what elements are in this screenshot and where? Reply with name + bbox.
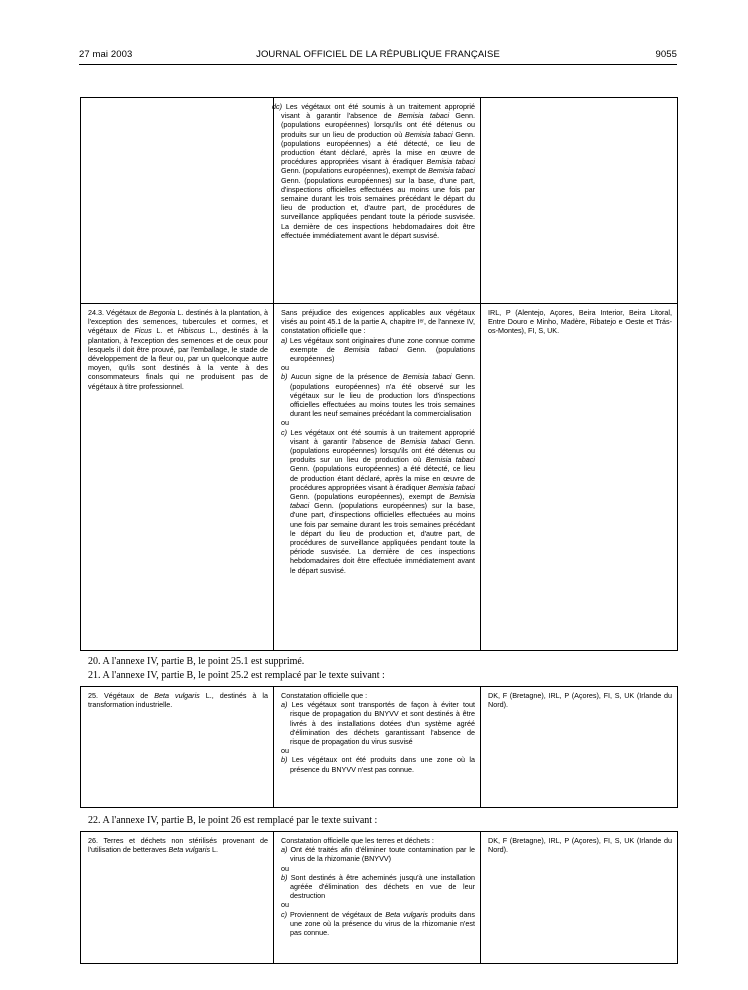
product-cell-25: 25. Végétaux de Beta vulgaris L., destinés à la transformation industrielle. — [81, 687, 274, 808]
header-rule — [79, 64, 677, 65]
table-25 — [80, 686, 678, 808]
paragraph-22: 22. A l'annexe IV, partie B, le point 26 est remplacé par le texte suivant : — [88, 815, 378, 826]
zones-cell-26: DK, F (Bretagne), IRL, P (Açores), FI, S, UK (Irlande du Nord). — [481, 832, 678, 964]
or-separator: ou — [281, 746, 289, 756]
or-separator: ou — [281, 900, 289, 910]
table-row-dc-continuation — [81, 98, 678, 304]
zones-cell-25: DK, F (Bretagne), IRL, P (Açores), FI, S, UK (Irlande du Nord). — [481, 687, 678, 808]
table-cell-empty — [481, 98, 678, 304]
header-date: 27 mai 2003 — [79, 49, 133, 60]
table-26 — [80, 831, 678, 964]
requirement-cell-24-3 — [274, 304, 481, 651]
table-row-24-3 — [81, 304, 678, 651]
page-header — [79, 49, 677, 63]
requirement-b: b) Les végétaux ont été produits dans une zone où la présence du BNYVV n'est pas connue. — [281, 755, 475, 774]
header-journal-title: JOURNAL OFFICIEL DE LA RÉPUBLIQUE FRANÇAISE — [256, 49, 500, 60]
requirement-cell-26 — [274, 832, 481, 964]
requirement-a: a) Les végétaux sont originaires d'une zone connue comme exempte de Bemisia tabaci Genn. (populations européennes) — [281, 335, 475, 364]
table-row-26 — [81, 832, 678, 964]
product-cell-26: 26. Terres et déchets non stérilisés provenant de l'utilisation de betteraves Beta vulgaris L. — [81, 832, 274, 964]
product-cell-24-3: 24.3. Végétaux de Begonia L. destinés à la plantation, à l'exception des semences, tubercules et cormes, et végétaux de Ficus L. et Hibiscus L., destinés à la plantation, à l'exception des semences et de ceux pour lesquels il doit être prouvé, par l'emballage, le stade de développement de la fleur ou, par un quelconque autre moyen, qu'ils sont destinés à la vente à des consommateurs finals qui ne produisent pas de végétaux à titre professionnel. — [81, 304, 274, 651]
or-separator: ou — [281, 418, 289, 428]
zones-cell-24-3: IRL, P (Alentejo, Açores, Beira Interior, Beira Litoral, Entre Douro e Minho, Madère, Ribatejo e Oeste et Trás-os-Montes), FI, S, UK. — [481, 304, 678, 651]
requirement-cell-dc: dc) Les végétaux ont été soumis à un traitement approprié visant à garantir l'absence de Bemisia tabaci Genn. (populations européennes) lorsqu'ils ont été détenus ou produits sur un lieu de production où Bemisia tabaci Genn. (populations européennes) a été détecté, ce lieu de production étant déclaré, après la mise en œuvre de procédures appropriées visant à éradiquer Bemisia tabaci Genn. (populations européennes), exempt de Bemisia tabaci Genn. (populations européennes) sur la base, d'une part, d'inspections officielles effectuées au moins une fois par semaine durant les trois semaines précédant le départ du lieu de production et, d'autre part, de procédures de surveillance appliquées pendant toute la période susvisée. La dernière de ces inspections hebdomadaires doit être effectuée immédiatement avant le départ susvisé. — [274, 98, 481, 304]
requirement-c: c) Proviennent de végétaux de Beta vulgaris produits dans une zone où la présence du virus de la rhizomanie n'est pas connue. — [281, 909, 475, 938]
requirement-b: b) Aucun signe de la présence de Bemisia tabaci Genn. (populations européennes) n'a été observé sur les végétaux sur le lieu de production lors d'inspections officielles effectuées au moins toutes les trois semaines durant les neuf semaines précédant la commercialisation — [281, 372, 476, 419]
requirement-intro: Sans préjudice des exigences applicables aux végétaux visés au point 45.1 de la partie A, chapitre Iᵉʳ, de l'annexe IV, constatation officielle que : — [281, 308, 475, 336]
table-row-25 — [81, 687, 678, 808]
header-page-number: 9055 — [655, 49, 677, 60]
requirement-c: c) Les végétaux ont été soumis à un traitement approprié visant à garantir l'absence de Bemisia tabaci Genn. (populations européennes) lorsqu'ils ont été détenus ou produits sur un lieu de production où Bemisia tabaci Genn. (populations européennes) a été détecté, ce lieu de production étant déclaré, après la mise en œuvre de procédures appropriées visant à éradiquer Bemisia tabaci Genn. (populations européennes), exempt de Bemisia tabaci Genn. (populations européennes) sur la base, d'une part, d'inspections officielles effectuées au moins une fois par semaine durant les trois semaines précédant le départ du lieu de production et, d'autre part, de procédures de surveillance appliquées pendant toute la période susvisée. La dernière de ces inspections hebdomadaires doit être effectuée immédiatement avant le départ susvisé. — [281, 427, 475, 575]
paragraph-21: 21. A l'annexe IV, partie B, le point 25.2 est remplacé par le texte suivant : — [88, 670, 385, 681]
requirement-intro: Constatation officielle que : — [281, 691, 368, 700]
requirement-b: b) Sont destinés à être acheminés jusqu'à une installation agréée d'élimination des déchets en vue de leur destruction — [281, 872, 475, 901]
paragraph-20: 20. A l'annexe IV, partie B, le point 25.1 est supprimé. — [88, 656, 305, 667]
requirement-cell-25 — [274, 687, 481, 808]
table-cell-empty — [81, 98, 274, 304]
requirement-a: a) Les végétaux sont transportés de façon à éviter tout risque de propagation du BNYVV et sont destinés à être livrés à des installations dotées d'un système agréé d'élimination des déchets garantissant l'absence de risque de propagation du virus susvisé — [281, 700, 475, 747]
requirement-a: a) Ont été traités afin d'éliminer toute contamination par le virus de la rhizomanie (BNYVV) — [281, 845, 475, 864]
or-separator: ou — [281, 363, 289, 373]
or-separator: ou — [281, 863, 289, 873]
requirement-intro: Constatation officielle que les terres et déchets : — [281, 836, 434, 845]
table-24 — [80, 97, 678, 651]
